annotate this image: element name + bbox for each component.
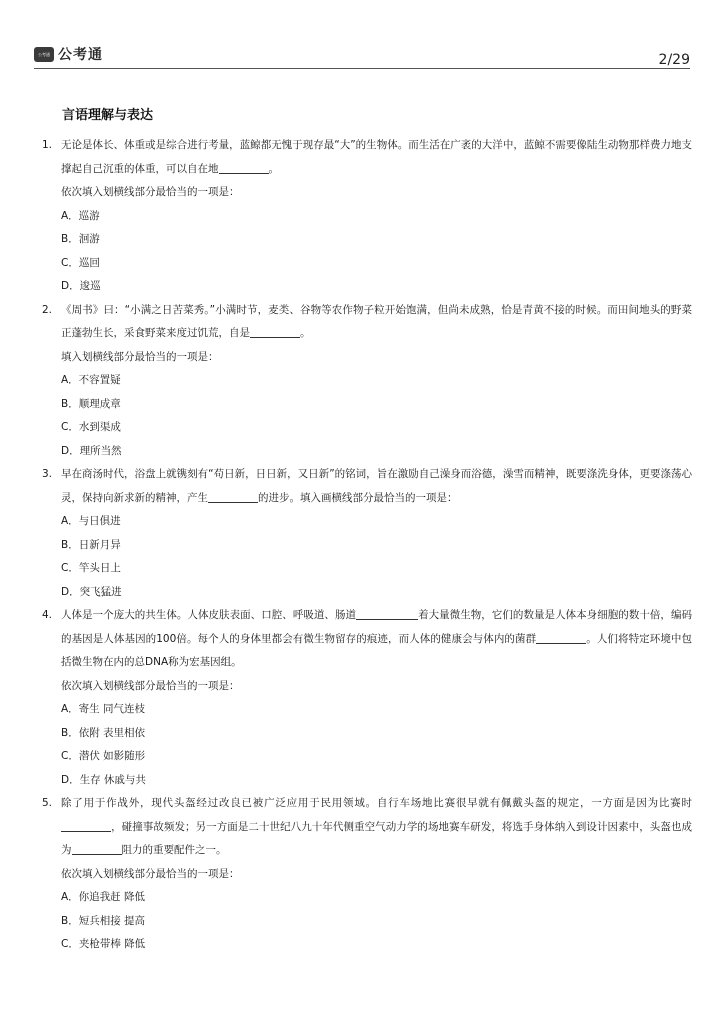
brand-logo bbox=[34, 44, 103, 64]
question-number: 3. bbox=[42, 468, 53, 480]
option-d: D．突飞猛进 bbox=[61, 585, 122, 598]
option-d: D．逡巡 bbox=[61, 280, 101, 292]
option-c: C．水到渠成 bbox=[61, 421, 121, 433]
section-title: 言语理解与表达 bbox=[62, 108, 154, 123]
option-c: C．潜伏 如影随形 bbox=[61, 750, 146, 762]
answer-blank bbox=[219, 161, 269, 174]
option-b: B．顺理成章 bbox=[61, 397, 121, 410]
answer-blank bbox=[250, 325, 300, 338]
option-b: B．洄游 bbox=[61, 233, 100, 245]
logo-text: 公考通 bbox=[58, 47, 103, 63]
answer-blank bbox=[536, 631, 586, 644]
option-c: C．夹枪带棒 降低 bbox=[61, 938, 146, 950]
answer-blank bbox=[61, 819, 111, 832]
option-a: A．不容置疑 bbox=[61, 374, 121, 386]
page-header bbox=[34, 44, 690, 69]
question-stem: 无论是体长、体重或是综合进行考量，蓝鲸都无愧于现存最“大”的生物体。而生活在广袤的大洋中，蓝鲸不需要像陆生动物那样费力地支撑起自己沉重的体重，可以自在地 。 bbox=[61, 139, 692, 175]
answer-blank bbox=[208, 490, 258, 503]
question-number: 4. bbox=[42, 609, 53, 621]
option-d: D．生存 休戚与共 bbox=[61, 773, 146, 786]
option-a: A．巡游 bbox=[61, 209, 100, 222]
question-5 bbox=[42, 792, 692, 957]
question-stem: 除了用于作战外，现代头盔经过改良已被广泛应用于民用领域。自行车场地比赛很早就有佩戴头盔的规定，一方面是因为比赛时，碰撞事故频发；另一方面是二十世纪八九十年代侧重空气动力学的场地赛车研发，将选手身体纳入到设计因素中，头盔也成为 阻力的重要配件之一。 bbox=[61, 797, 692, 856]
question-stem: 人体是一个庞大的共生体。人体皮肤表面、口腔、呼吸道、肠道 着大量微生物，它们的数量是人体本身细胞的数十倍，编码的基因是人体基因的100倍。每个人的身体里都会有微生物留存的痕迹，而人体的健康会与体内的菌群 。人们将特定环境中包括微生物在内的总DNA称为宏基因组。 bbox=[61, 609, 693, 668]
question-prompt: 填入划横线部分最恰当的一项是： bbox=[61, 350, 219, 363]
page-number: 2/29 bbox=[658, 52, 690, 68]
option-a: A．寄生 同气连枝 bbox=[61, 703, 146, 715]
option-b: B．日新月异 bbox=[61, 538, 121, 551]
question-3 bbox=[42, 463, 692, 604]
question-1 bbox=[42, 134, 692, 299]
question-list bbox=[42, 134, 692, 957]
question-number: 2. bbox=[42, 303, 53, 316]
answer-blank bbox=[356, 607, 418, 620]
option-a: A．与日俱进 bbox=[61, 515, 121, 527]
question-prompt: 依次填入划横线部分最恰当的一项是： bbox=[61, 679, 240, 692]
question-number: 5. bbox=[42, 797, 53, 809]
question-stem: 早在商汤时代，浴盘上就镌刻有“苟日新，日日新，又日新”的铭词，旨在激励自己澡身而浴德，澡雪而精神，既要涤洗身体，更要涤荡心灵，保持向新求新的精神，产生 的进步。填入画横线部分最恰当的一项是： bbox=[61, 468, 692, 504]
question-number: 1. bbox=[42, 139, 53, 151]
answer-blank bbox=[72, 842, 122, 855]
question-2 bbox=[42, 299, 692, 464]
option-b: B．短兵相接 提高 bbox=[61, 914, 146, 927]
option-c: C．竿头日上 bbox=[61, 562, 121, 574]
option-b: B．依附 表里相依 bbox=[61, 726, 146, 739]
question-stem: 《周书》曰：“小满之日苦菜秀。”小满时节，麦类、谷物等农作物子粒开始饱满，但尚未成熟，恰是青黄不接的时候。而田间地头的野菜正蓬勃生长，采食野菜来度过饥荒，自是 。 bbox=[61, 303, 692, 339]
question-prompt: 依次填入划横线部分最恰当的一项是： bbox=[61, 186, 240, 198]
option-a: A．你追我赶 降低 bbox=[61, 891, 146, 903]
logo-badge-icon: 公考通 bbox=[34, 47, 54, 62]
question-4 bbox=[42, 604, 692, 792]
option-d: D．理所当然 bbox=[61, 444, 122, 457]
question-prompt: 依次填入划横线部分最恰当的一项是： bbox=[61, 867, 240, 880]
option-c: C．巡回 bbox=[61, 256, 100, 269]
